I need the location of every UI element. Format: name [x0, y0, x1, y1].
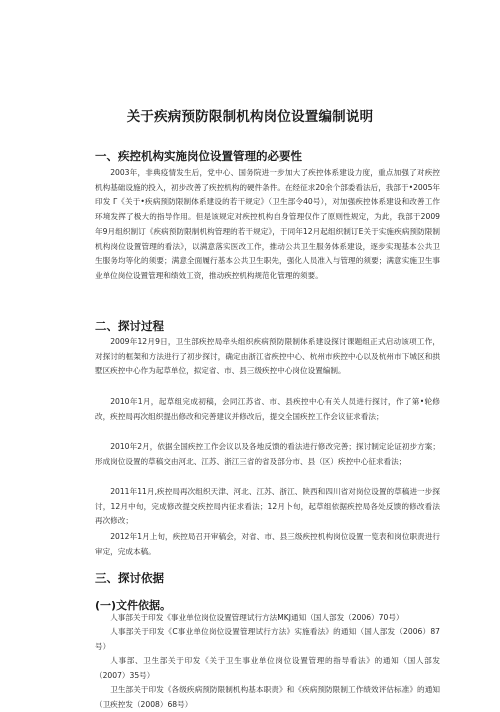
paragraph: 2012年1月上旬，疾控局召开审稿会，对省、市、县三级疾控机构岗位设置一览表和岗位职责进行审定，完成本稿。 [95, 532, 440, 556]
list-item: 人事部、卫生部关于印发《关于卫生事业单位岗位设置管理的指导看法》的通知（国人部发（2007）35号） [95, 656, 440, 680]
paragraph: 2009年12月9日，卫生部疾控局牵头组织疾病预防限制体系建设探讨课题组正式启动该项工作，对探讨的框架和方法进行了初步探讨，确定由浙江省疾控中心、杭州市疾控中心以及杭州市下城区和拱墅区疾控中心作为起草单位，拟定省、市、县三级疾控中心岗位设置编制。 [95, 337, 440, 376]
paragraph: 2010年1月，起草组完成初稿，会同江苏省、市、县疾控中心有关人员进行探讨，作了第•轮修改，疾控局再次组织提出修改和完善建议并修改后，提交全国疾控工作会议征求看法； [95, 397, 440, 421]
subsection-heading-documents: (一)文件依据。 [95, 599, 172, 612]
document-title: 关于疾病预防限制机构岗位设置编制说明 [126, 109, 374, 125]
section-heading-process: 二、探讨过程 [95, 319, 164, 333]
section-heading-basis: 三、探讨依据 [95, 571, 164, 585]
paragraph: 2010年2月，依据全国疾控工作会议以及各地反馈的看法进行修改完善；探讨制定论证初步方案；形成岗位设置的草稿交由河北、江苏、浙江三省的省及部分市、县（区）疾控中心征求看法； [95, 442, 440, 466]
paragraph: 2011年11月,疾控局再次组织天津、河北、江苏、浙江、陕西和四川省对岗位设置的草稿进一步探讨，12月中旬，完成修改提交疾控局内征求看法；12月卜旬，起草组依据疾控局各处反馈的修改看法再次修改； [95, 487, 440, 526]
section-heading-necessity: 一、疾控机构实施岗位设置管理的必要性 [95, 149, 302, 163]
list-item: 卫生部关于印发《各级疾病预防限制机构基本职责》和《疾病预防限制工作绩效评估标准》的通知（卫疾控发（2008）68号） [95, 685, 440, 709]
list-item: 人事部关于印发《事业单位岗位设置管理试行方法MKJ通知（国人部发（2006）70号） [110, 613, 404, 622]
paragraph: 2003年，非典疫情发生后，党中心、国务院进一步加大了疾控体系建设力度，重点加强了对疾控机构基础设施的投入，初步改善了疾控机构的硬件条件。在经征求20余个部委看法后，我部于•2005年印发 Γ《关于•疾病预防限制体系建设的若干规定》（卫生部令40号），对加强疾控体系建设和改善工作环境发挥了极大的指导作用。但是该规定对疾控机构自身管理仅作了原则性规定，为此，我部于2009年9月组织制订《疾病预防限制机构管理的若干规定》，于同年12月起组织制订E关于实施疾病预防限制机构岗位设置管理的看法》，以满意落实医改工作，推动公共卫生服务体系建设，逐步实现基本公共卫生服务均等化的须要；满意全面履行基本公共卫生职先，强化人员准入与管理的须要；满意实施卫生事业单位岗位设置管理和绩效工资，推动疾控机构规范化管理的须要。 [95, 168, 440, 280]
list-item: 人事部关于印发《C事业单位岗位设置管理试行方法》实施看法》的通知（国人部发（2006）87号） [95, 627, 440, 651]
